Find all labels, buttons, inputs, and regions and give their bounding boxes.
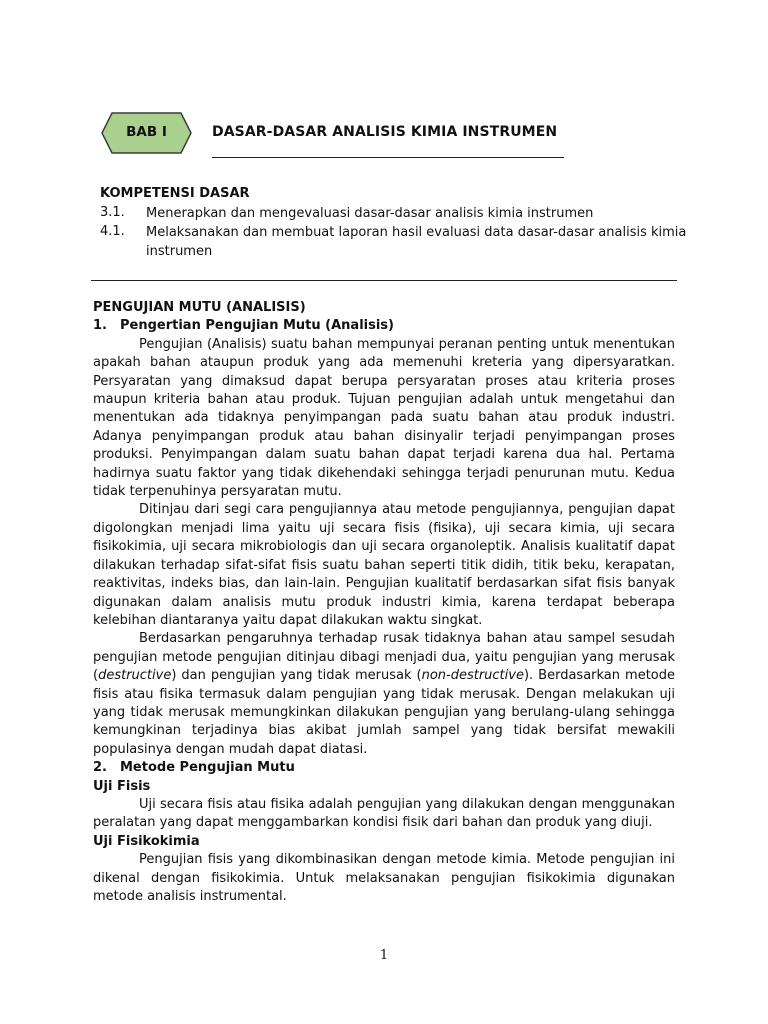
- chapter-badge-label: BAB I: [126, 124, 167, 140]
- paragraph: Pengujian (Analisis) suatu bahan mempunyai peranan penting untuk menentukan apakah bahan ataupun produk yang ada memenuhi kreteria yang dipersyaratkan. Persyaratan yang dimaksud dapat berupa persyaratan proses atau kriteria proses maupun kriteria bahan atau produk. Tujuan pengujian adalah untuk mengetahui dan menentukan ada tidaknya penyimpangan pada suatu bahan atau produk industri. Adanya penyimpangan produk atau bahan disinyalir terjadi penyimpangan proses produksi. Penyimpangan dalam suatu bahan dapat terjadi karena dua hal. Pertama hadirnya suatu faktor yang tidak dikehendaki sehingga terjadi penurunan mutu. Kedua tidak terpenuhinya persyaratan mutu.: [93, 336, 675, 500]
- paragraph: Pengujian fisis yang dikombinasikan dengan metode kimia. Metode pengujian ini dikenal dengan fisikokimia. Untuk melaksanakan pengujian fisikokimia digunakan metode analisis instrumental.: [93, 852, 675, 904]
- paragraph: Uji secara fisis atau fisika adalah pengujian yang dilakukan dengan menggunakan peralatan yang dapat menggambarkan kondisi fisik dari bahan dan produk yang diuji.: [93, 796, 675, 831]
- paragraph-text: Berdasarkan pengaruhnya terhadap rusak tidaknya bahan atau sampel sesudah pengujian metode pengujian ditinjau dibagi menjadi dua, yaitu pengujian yang merusak (: [93, 631, 675, 684]
- chapter-title: DASAR-DASAR ANALISIS KIMIA INSTRUMEN: [212, 124, 558, 140]
- minor-heading: Uji Fisis: [93, 778, 151, 794]
- kompetensi-item-number: 3.1.: [100, 205, 125, 220]
- subsection-title: Pengertian Pengujian Mutu (Analisis): [120, 318, 394, 334]
- main-content: [93, 299, 675, 906]
- kompetensi-item-line: instrumen: [146, 244, 213, 259]
- subsection-number: 2.: [93, 760, 107, 776]
- paragraph: [93, 630, 675, 759]
- subsection-number: 1.: [93, 318, 107, 334]
- paragraph-text: ) dan pengujian yang tidak merusak (: [171, 668, 422, 684]
- section-divider: [91, 280, 677, 281]
- minor-heading: Uji Fisikokimia: [93, 833, 200, 849]
- page-number: 1: [379, 948, 389, 963]
- subsection-heading: [93, 317, 675, 335]
- subsection-heading: [93, 759, 675, 777]
- kompetensi-heading: KOMPETENSI DASAR: [100, 186, 250, 201]
- paragraph-text: ). Berdasarkan metode fisis atau fisika termasuk dalam pengujian yang tidak merusak. Dengan melakukan uji yang tidak merusak memungkinkan dilakukan pengujian yang berulang-ulang sehingga kemungkinan terjadinya bias akibat jumlah sampel yang tidak bersifat mewakili populasinya dengan mudah dapat diatasi.: [93, 668, 675, 757]
- kompetensi-item-text: [146, 223, 686, 261]
- kompetensi-item-line: Menerapkan dan mengevaluasi dasar-dasar analisis kimia instrumen: [146, 206, 594, 221]
- section-heading: PENGUJIAN MUTU (ANALISIS): [93, 300, 306, 315]
- italic-term: destructive: [98, 668, 172, 684]
- italic-term: non-destructive: [421, 668, 524, 684]
- chapter-badge: [101, 112, 192, 154]
- subsection-title: Metode Pengujian Mutu: [120, 760, 295, 776]
- paragraph: Ditinjau dari segi cara pengujiannya atau metode pengujiannya, pengujian dapat digolongkan menjadi lima yaitu uji secara fisis (fisika), uji secara kimia, uji secara fisikokimia, uji secara mikrobiologis dan uji secara organoleptik. Analisis kualitatif dapat dilakukan terhadap sifat-sifat fisis suatu bahan seperti titik didih, titik beku, kerapatan, reaktivitas, indeks bias, dan lain-lain. Pengujian kualitatif berdasarkan sifat fisis banyak digunakan dalam analisis mutu produk industri kimia, karena terdapat beberapa kelebihan diantaranya yaitu dapat dilakukan waktu singkat.: [93, 502, 675, 628]
- title-underline: [212, 157, 564, 158]
- kompetensi-item-number: 4.1.: [100, 224, 125, 239]
- kompetensi-item-text: [146, 204, 593, 223]
- kompetensi-item-line: Melaksanakan dan membuat laporan hasil evaluasi data dasar-dasar analisis kimia: [146, 225, 687, 240]
